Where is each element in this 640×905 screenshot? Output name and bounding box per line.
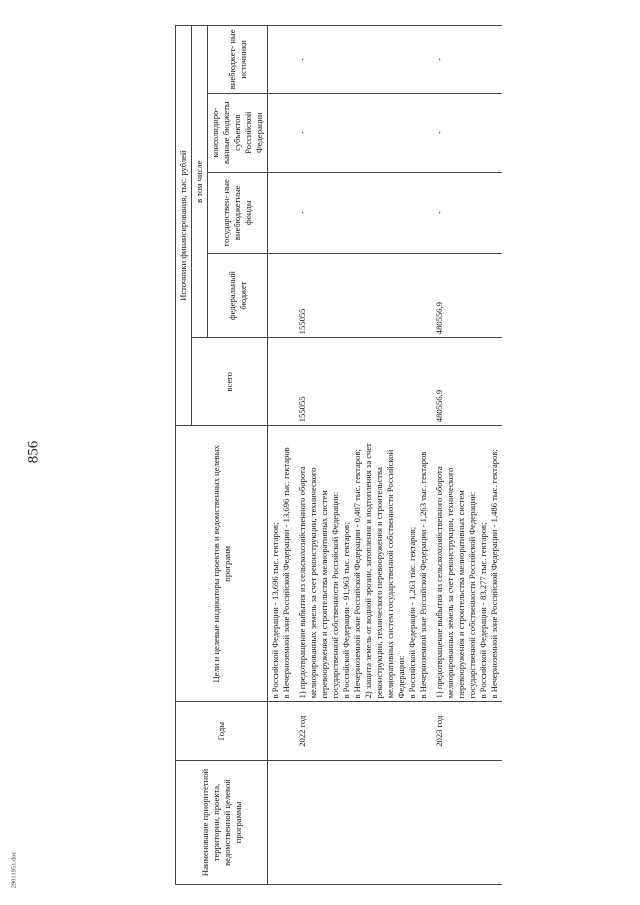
cell-regional: -: [294, 93, 431, 172]
goal-line: 1) предотвращение выбытия из сельскохозяйственного оборота мелиорированных земель за счет реконструкции, технического перевооружения и строительства мелиоративных систем государственной собственности Российской Федерации:: [434, 466, 477, 699]
header-including: в том числе: [192, 26, 208, 338]
goal-line: в Нечерноземной зоне Российской Федерации - 13,696 тыс. гектаров: [281, 447, 291, 699]
goal-line: в Нечерноземной зоне Российской Федерации - 1,263 тыс. гектаров: [418, 451, 428, 699]
cell-offbudget: -: [294, 26, 431, 94]
financing-table-sheet: [175, 25, 640, 885]
cell-year: [268, 702, 295, 761]
goal-line: 2) защита земель от водной эрозии, затопления и подтопления за счет реконструкции, технического перевооружения и строительства мелиоративных систем государственной собственности Российской Федерации:: [363, 443, 406, 699]
table-body: [268, 26, 503, 885]
header-federal: федеральный бюджет: [208, 253, 268, 338]
goal-line: в Российской Федерации - 1,263 тыс. гектаров;: [407, 526, 417, 699]
cell-regional: -: [431, 93, 502, 172]
cell-goals: [431, 426, 502, 702]
cell-regional: [268, 93, 295, 172]
header-offbudget: внебюджет- ные источники: [208, 26, 268, 94]
page-number: 856: [25, 440, 42, 464]
goal-line: в Нечерноземной зоне Российской Федерации - 0,407 тыс. гектаров;: [352, 449, 362, 699]
cell-goals: [268, 426, 295, 702]
cell-territory: [431, 761, 502, 885]
financing-table: [175, 25, 502, 885]
cell-total: 480556,9: [431, 338, 502, 426]
cell-territory: [268, 761, 295, 885]
cell-state-funds: [268, 172, 295, 253]
cell-goals: [294, 426, 431, 702]
header-goals: Цели и целевые индикаторы проектов и ведомственных целевых программ: [176, 426, 268, 702]
cell-year: 2022 год: [294, 702, 431, 761]
cell-federal: 480556,9: [431, 253, 502, 338]
cell-year: 2023 год: [431, 702, 502, 761]
header-years: Годы: [176, 702, 268, 761]
cell-offbudget: [268, 26, 295, 94]
table-row: [294, 26, 431, 885]
cell-total: 155055: [294, 338, 431, 426]
cell-federal: 155055: [294, 253, 431, 338]
document-id: 29011951.doc: [10, 851, 18, 889]
header-regional: консолидиро- ванные бюджеты субъектов Российской Федерации: [208, 93, 268, 172]
goal-line: 1) предотвращение выбытия из сельскохозяйственного оборота мелиорированных земель за счет реконструкции, технического перевооружения и строительства мелиоративных систем государственной собственности Российской Федерации:: [297, 466, 340, 699]
goal-line: в Российской Федерации - 13,696 тыс. гектаров;: [270, 522, 280, 699]
cell-federal: [268, 253, 295, 338]
header-total: всего: [192, 338, 268, 426]
table-row: [431, 26, 502, 885]
goal-line: в Российской Федерации - 91,963 тыс. гектаров;: [341, 522, 351, 699]
cell-territory: [294, 761, 431, 885]
header-territory: Наименование приоритетной территории, проекта, ведомственной целевой программы: [176, 761, 268, 885]
cell-state-funds: -: [431, 172, 502, 253]
goal-line: в Российской Федерации - 83,277 тыс. гектаров;: [478, 522, 488, 699]
table-row: [268, 26, 295, 885]
cell-state-funds: -: [294, 172, 431, 253]
header-sources: Источники финансирования, тыс. рублей: [176, 26, 192, 426]
cell-total: [268, 338, 295, 426]
cell-offbudget: -: [431, 26, 502, 94]
goal-line: в Нечерноземной зоне Российской Федерации - 1,486 тыс. гектаров;: [489, 449, 499, 699]
header-state-funds: государствен- ные внебюджетные фонды: [208, 172, 268, 253]
